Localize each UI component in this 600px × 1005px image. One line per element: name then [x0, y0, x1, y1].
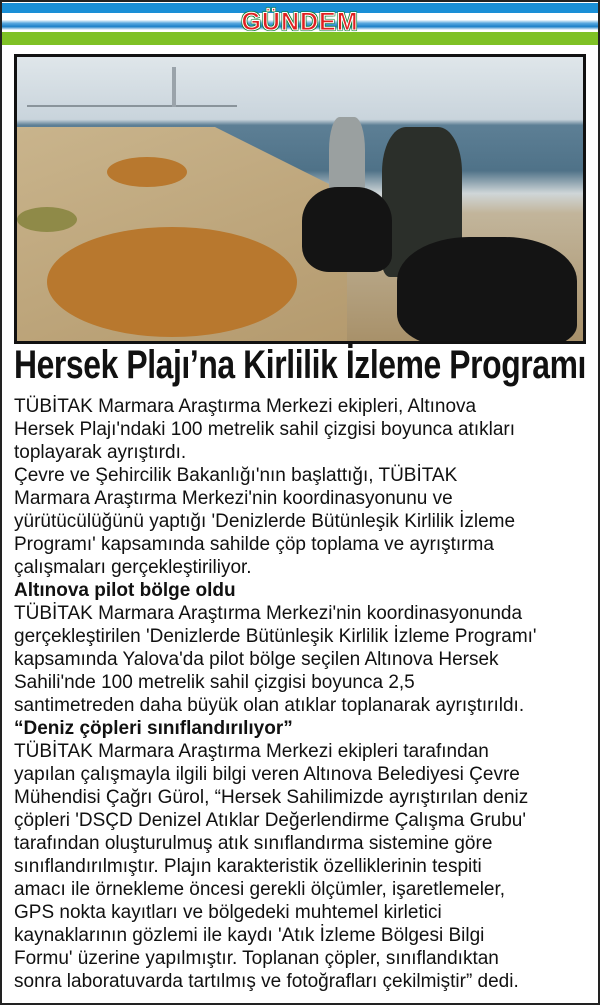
- text-line: “Deniz çöpleri sınıflandırılıyor”: [14, 718, 293, 739]
- article-photo: [14, 54, 586, 344]
- article-paragraph: [14, 395, 594, 464]
- text-line: kapsamında Yalova'da pilot bölge seçilen Altınova Hersek: [14, 649, 499, 670]
- text-line: kaynaklarının gözlemi ile kaydı 'Atık İzleme Bölgesi Bilgi: [14, 925, 485, 946]
- shrub: [47, 227, 297, 337]
- text-line: tarafından oluşturulmuş atık sınıflandırma sistemine göre: [14, 833, 493, 854]
- text-line: Formu' üzerine yapılmıştır. Toplanan çöpler, sınıflandıktan: [14, 948, 499, 969]
- text-line: çöpleri 'DSÇD Denizel Atıklar Değerlendirme Çalışma Grubu': [14, 810, 526, 831]
- trash-bag: [397, 237, 577, 344]
- text-line: santimetreden daha büyük olan atıklar toplanarak ayrıştırıldı.: [14, 695, 525, 716]
- text-line: amacı ile örnekleme öncesi gerekli ölçümler, işaretlemeler,: [14, 879, 506, 900]
- text-line: sonra laboratuvarda tartılmış ve fotoğrafları çekilmiştir” dedi.: [14, 971, 519, 992]
- text-line: yapılan çalışmayla ilgili bilgi veren Altınova Belediyesi Çevre: [14, 764, 520, 785]
- text-line: çalışmaları gerçekleştiriliyor.: [14, 557, 252, 578]
- article-paragraph: [14, 464, 594, 579]
- text-line: Hersek Plajı'ndaki 100 metrelik sahil çizgisi boyunca atıkları: [14, 419, 516, 440]
- text-line: gerçekleştirilen 'Denizlerde Bütünleşik Kirlilik İzleme Programı': [14, 626, 537, 647]
- text-line: sınıflandırılmıştır. Plajın karakteristik özelliklerinin tespiti: [14, 856, 482, 877]
- text-line: yürütücülüğünü yaptığı 'Denizlerde Bütünleşik Kirlilik İzleme: [14, 511, 516, 532]
- article-subheading: [14, 717, 594, 740]
- text-line: TÜBİTAK Marmara Araştırma Merkezi ekipleri tarafından: [14, 741, 489, 762]
- article-paragraph: [14, 602, 594, 717]
- text-line: TÜBİTAK Marmara Araştırma Merkezi ekipleri, Altınova: [14, 396, 477, 417]
- text-line: Programı' kapsamında sahilde çöp toplama ve ayrıştırma: [14, 534, 494, 555]
- bridge-tower-icon: [172, 67, 176, 107]
- text-line: GPS nokta kayıtları ve bölgedeki muhtemel kirletici: [14, 902, 442, 923]
- text-line: Mühendisi Çağrı Gürol, “Hersek Sahilimizde ayrıştırılan deniz: [14, 787, 529, 808]
- shrub: [107, 157, 187, 187]
- text-line: toplayarak ayrıştırdı.: [14, 442, 187, 463]
- text-line: Sahili'nde 100 metrelik sahil çizgisi boyunca 2,5: [14, 672, 415, 693]
- text-line: TÜBİTAK Marmara Araştırma Merkezi'nin koordinasyonunda: [14, 603, 523, 624]
- text-line: Çevre ve Şehircilik Bakanlığı'nın başlattığı, TÜBİTAK: [14, 465, 458, 486]
- bridge-icon: [27, 105, 237, 107]
- shrub: [17, 207, 77, 232]
- text-line: Marmara Araştırma Merkezi'nin koordinasyonunu ve: [14, 488, 453, 509]
- trash-bag: [302, 187, 392, 272]
- text-line: Altınova pilot bölge oldu: [14, 580, 236, 601]
- article-body: [14, 395, 594, 993]
- section-title: GÜNDEM: [241, 8, 359, 36]
- article-subheading: [14, 579, 594, 602]
- article-headline: Hersek Plajı’na Kirlilik İzleme Programı: [14, 343, 586, 387]
- article-paragraph: [14, 740, 594, 993]
